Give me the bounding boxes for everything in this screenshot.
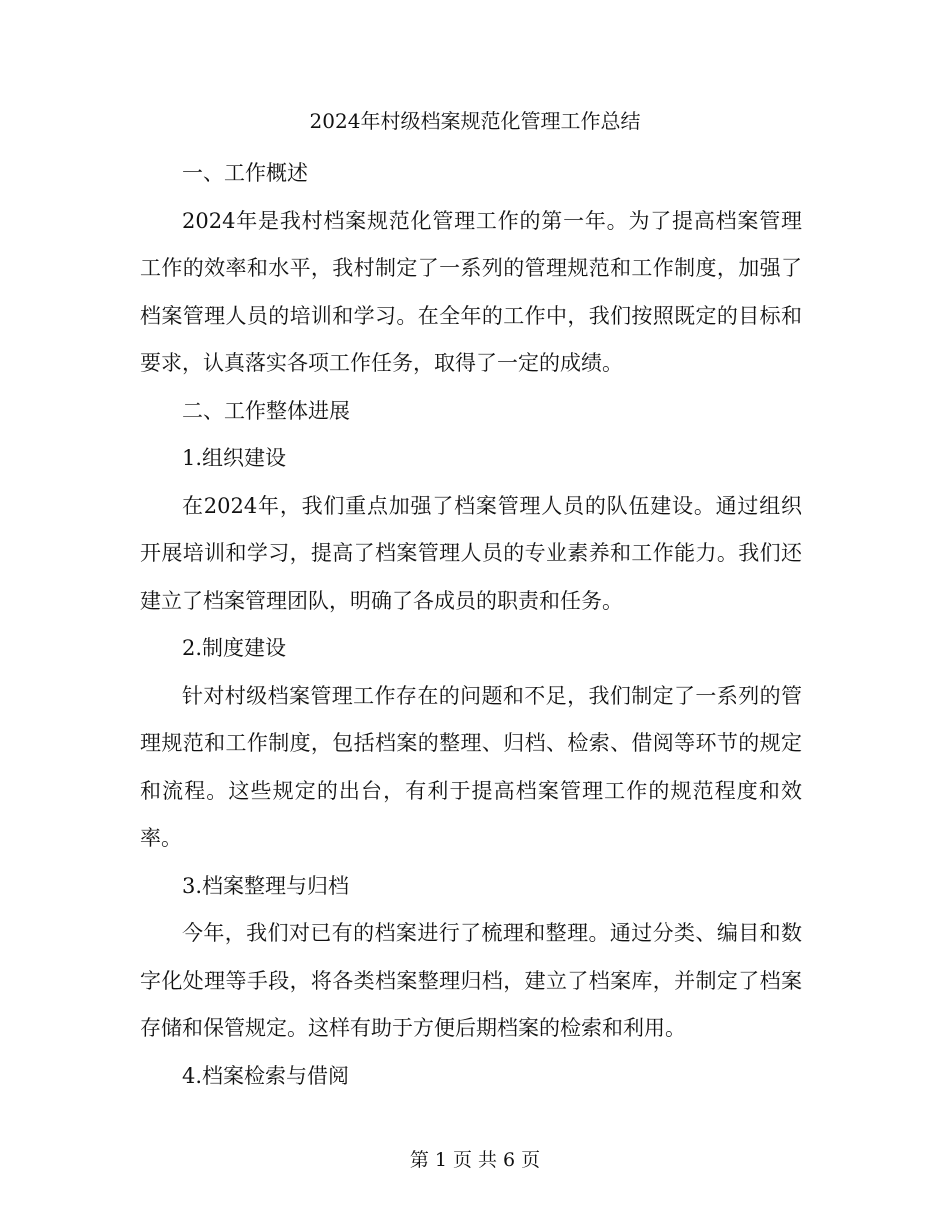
body-paragraph: 在2024年，我们重点加强了档案管理人员的队伍建设。通过组织开展培训和学习，提高了档案管理人员的专业素养和工作能力。我们还建立了档案管理团队，明确了各成员的职责和任务。 <box>140 493 802 613</box>
subsection-heading: 1.组织建设 <box>182 446 287 470</box>
document-body <box>140 150 802 1100</box>
document-title: 2024年村级档案规范化管理工作总结 <box>309 109 641 133</box>
subsection-heading: 4.档案检索与借阅 <box>182 1063 350 1088</box>
body-paragraph: 2024年是我村档案规范化管理工作的第一年。为了提高档案管理工作的效率和水平，我村制定了一系列的管理规范和工作制度，加强了档案管理人员的培训和学习。在全年的工作中，我们按照既定的目标和要求，认真落实各项工作任务，取得了一定的成绩。 <box>140 208 802 375</box>
subsection-heading: 2.制度建设 <box>182 636 287 660</box>
section-heading: 二、工作整体进展 <box>182 398 350 423</box>
subsection-heading: 3.档案整理与归档 <box>182 873 350 898</box>
body-paragraph: 今年，我们对已有的档案进行了梳理和整理。通过分类、编目和数字化处理等手段，将各类档案整理归档，建立了档案库，并制定了档案存储和保管规定。这样有助于方便后期档案的检索和利用。 <box>140 921 802 1040</box>
page-number-footer: 第 1 页 共 6 页 <box>409 1149 541 1171</box>
section-heading: 一、工作概述 <box>182 161 308 185</box>
body-paragraph: 针对村级档案管理工作存在的问题和不足，我们制定了一系列的管理规范和工作制度，包括档案的整理、归档、检索、借阅等环节的规定和流程。这些规定的出台，有利于提高档案管理工作的规范程度和效率。 <box>140 683 802 850</box>
